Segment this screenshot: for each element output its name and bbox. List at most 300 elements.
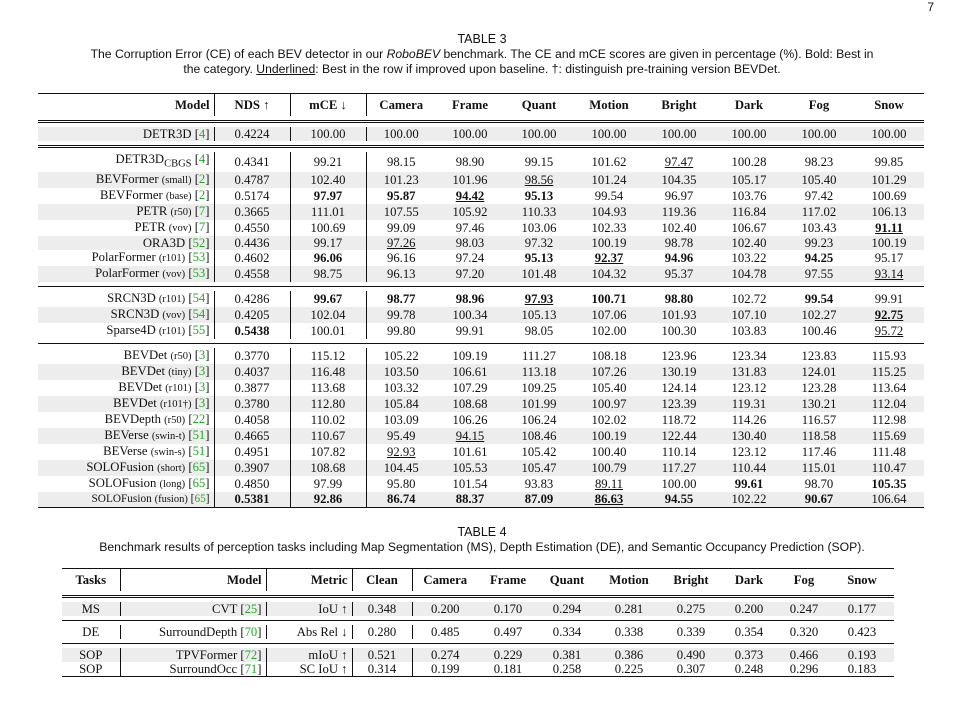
value-cell: 86.74 xyxy=(366,492,436,508)
table3-title: TABLE 3 xyxy=(457,32,507,46)
table-row xyxy=(38,476,924,492)
table4-header-motion: Motion xyxy=(609,573,649,587)
value-cell: 102.22 xyxy=(714,492,784,508)
value-cell: 0.334 xyxy=(552,625,582,639)
value-cell: 118.58 xyxy=(784,428,854,444)
table-row xyxy=(38,364,924,380)
table-row xyxy=(62,648,894,662)
value-cell: 107.06 xyxy=(574,307,644,323)
value-cell: 90.67 xyxy=(784,492,854,508)
value-cell: 106.13 xyxy=(854,204,924,220)
value-cell: 115.25 xyxy=(854,364,924,380)
table-row xyxy=(38,380,924,396)
underlined-value: 97.26 xyxy=(386,235,416,250)
value-cell: 100.19 xyxy=(574,236,644,250)
table3-caption-line2 xyxy=(0,62,964,77)
citation-ref: 72 xyxy=(244,648,258,662)
value-cell: 111.48 xyxy=(872,444,906,459)
value-cell: 99.80 xyxy=(386,323,416,338)
value-cell: 130.19 xyxy=(644,364,714,380)
table-row xyxy=(38,250,924,266)
value-cell: 106.61 xyxy=(436,364,504,380)
value-cell: 110.47 xyxy=(854,460,924,476)
value-cell: 0.296 xyxy=(789,662,819,676)
value-cell: 115.69 xyxy=(854,428,924,444)
model-variant: (swin-t) xyxy=(151,430,186,442)
value-cell: 130.40 xyxy=(714,428,784,444)
value-cell: 101.96 xyxy=(436,172,504,188)
table3-header-motion: Motion xyxy=(589,98,629,112)
nds-cell: 0.4665 xyxy=(214,428,290,444)
value-cell: 96.97 xyxy=(664,188,694,203)
value-cell: 98.90 xyxy=(455,154,485,169)
citation-ref: 53 xyxy=(192,265,206,280)
value-cell: 0.247 xyxy=(778,602,830,616)
model-name-cell: SOLOFusion (short) [65] xyxy=(38,460,214,476)
value-cell: 100.00 xyxy=(366,127,436,141)
value-cell: 100.01 xyxy=(290,323,366,339)
model-name: PETR xyxy=(134,219,166,234)
citation-ref: 3 xyxy=(198,347,206,362)
value-cell: 102.40 xyxy=(661,220,697,235)
value-cell: 0.183 xyxy=(847,662,877,676)
value-cell xyxy=(504,172,574,188)
value-cell: 102.00 xyxy=(591,323,627,338)
citation-ref: 3 xyxy=(198,395,206,410)
value-cell: 99.91 xyxy=(874,291,904,306)
nds-cell: 0.4951 xyxy=(214,444,290,460)
value-cell: 103.50 xyxy=(366,364,436,380)
value-cell: 110.67 xyxy=(290,428,366,444)
value-cell: 100.97 xyxy=(574,396,644,412)
underlined-value: 86.63 xyxy=(594,492,624,507)
value-cell: 0.181 xyxy=(493,662,523,676)
value-cell: 108.46 xyxy=(504,428,574,444)
value-cell: 94.96 xyxy=(664,250,694,265)
table4-caption-text: Benchmark results of perception tasks including Map Segmentation (MS), Depth Estimation (DE), and Semantic Occupancy Prediction (SOP). xyxy=(99,540,865,554)
value-cell: 130.21 xyxy=(784,396,854,412)
metric-cell: Abs Rel ↓ xyxy=(266,625,352,639)
value-cell: 116.57 xyxy=(801,412,837,427)
model-variant: (fusion) xyxy=(154,493,188,505)
value-cell: 102.27 xyxy=(784,307,854,323)
value-cell: 98.77 xyxy=(386,291,416,306)
value-cell: 0.170 xyxy=(478,602,538,616)
value-cell: 101.61 xyxy=(452,444,488,459)
value-cell: 105.40 xyxy=(784,172,854,188)
value-cell: 0.281 xyxy=(596,602,662,616)
value-cell: 87.09 xyxy=(504,492,574,508)
value-cell: 97.55 xyxy=(784,266,854,282)
value-cell xyxy=(854,307,924,323)
nds-cell: 0.4341 xyxy=(214,152,290,172)
underlined-value: 92.75 xyxy=(874,307,904,322)
value-cell: 98.78 xyxy=(644,236,714,250)
citation-ref: 71 xyxy=(244,662,258,676)
value-cell: 98.96 xyxy=(455,291,485,306)
value-cell: 96.13 xyxy=(366,266,436,282)
metric-cell: mIoU ↑ xyxy=(266,648,352,662)
value-cell: 110.44 xyxy=(714,460,784,476)
value-cell: 0.229 xyxy=(478,648,538,662)
table4-body xyxy=(62,591,894,677)
value-cell xyxy=(854,220,924,236)
value-cell: 95.13 xyxy=(524,188,554,203)
model-subscript: CBGS xyxy=(164,158,192,170)
value-cell: 100.69 xyxy=(290,220,366,236)
value-cell: 105.17 xyxy=(714,172,784,188)
value-cell: 105.53 xyxy=(436,460,504,476)
underlined-value: 95.72 xyxy=(874,323,904,338)
model-name: BEVDet xyxy=(121,363,166,378)
value-cell: 97.99 xyxy=(290,476,366,492)
value-cell: 100.30 xyxy=(661,323,697,338)
citation-ref: 51 xyxy=(192,443,206,458)
value-cell: 107.26 xyxy=(574,364,644,380)
nds-cell: 0.4602 xyxy=(214,250,290,266)
value-cell xyxy=(854,266,924,282)
model-name: BEVFormer xyxy=(99,187,163,202)
table4-header-fog: Fog xyxy=(793,573,815,587)
value-cell: 100.28 xyxy=(731,154,767,169)
value-cell: 105.47 xyxy=(504,460,574,476)
table3-caption-line1 xyxy=(0,47,964,62)
citation-ref: 7 xyxy=(198,219,206,234)
value-cell: 104.45 xyxy=(366,460,436,476)
nds-cell: 0.4550 xyxy=(214,220,290,236)
citation-ref: 4 xyxy=(198,127,206,141)
table3-caption-line1-pre: The Corruption Error (CE) of each BEV detector in our xyxy=(90,47,387,61)
value-cell: 101.99 xyxy=(504,396,574,412)
table-row xyxy=(62,602,894,616)
model-name: SOLOFusion xyxy=(91,492,152,505)
value-cell: 98.05 xyxy=(524,323,554,338)
value-cell: 104.35 xyxy=(644,172,714,188)
value-cell: 95.37 xyxy=(644,266,714,282)
page-number: 7 xyxy=(927,0,934,14)
value-cell: 0.280 xyxy=(352,625,412,639)
nds-cell: 0.5174 xyxy=(214,188,290,204)
value-cell: 100.34 xyxy=(436,307,504,323)
value-cell: 100.00 xyxy=(574,127,644,141)
table-row xyxy=(38,236,924,250)
value-cell: 110.02 xyxy=(290,412,366,428)
value-cell: 98.23 xyxy=(804,154,834,169)
table3-caption-line1-post: benchmark. The CE and mCE scores are given in percentage (%). Bold: Best in xyxy=(440,47,874,61)
citation-ref: 52 xyxy=(192,235,206,250)
value-cell: 0.490 xyxy=(662,648,720,662)
value-cell: 101.93 xyxy=(644,307,714,323)
model-name-cell: TPVFormer [72] xyxy=(120,648,266,662)
value-cell xyxy=(504,291,574,307)
value-cell: 98.70 xyxy=(804,476,834,491)
value-cell: 101.62 xyxy=(591,154,627,169)
nds-cell: 0.3907 xyxy=(214,460,290,476)
value-cell: 110.14 xyxy=(661,444,697,459)
underlined-value: 91.11 xyxy=(875,220,903,235)
nds-cell: 0.3877 xyxy=(214,380,290,396)
value-cell: 0.274 xyxy=(412,648,478,662)
table3-header-bright: Bright xyxy=(661,98,697,112)
value-cell: 100.69 xyxy=(871,188,907,203)
table-row-baseline xyxy=(38,127,924,141)
value-cell xyxy=(366,236,436,250)
model-name-cell: SOLOFusion (long) [65] xyxy=(38,476,214,492)
value-cell: 100.19 xyxy=(854,236,924,250)
value-cell: 99.85 xyxy=(874,154,904,169)
citation-ref: 70 xyxy=(244,625,258,639)
value-cell: 100.71 xyxy=(591,291,627,306)
model-name-cell: BEVDet (tiny) [3] xyxy=(38,364,214,380)
value-cell: 103.09 xyxy=(383,412,419,427)
table4-caption xyxy=(0,525,964,555)
value-cell: 115.01 xyxy=(784,460,854,476)
value-cell: 117.02 xyxy=(784,204,854,220)
value-cell: 97.32 xyxy=(504,236,574,250)
value-cell: 95.17 xyxy=(874,250,904,265)
value-cell: 104.78 xyxy=(714,266,784,282)
model-name: SOLOFusion xyxy=(88,475,157,490)
value-cell: 123.34 xyxy=(731,348,767,363)
nds-cell: 0.3780 xyxy=(214,396,290,412)
value-cell: 100.00 xyxy=(854,127,924,141)
value-cell: 113.64 xyxy=(871,380,907,395)
table-row xyxy=(38,172,924,188)
value-cell: 0.199 xyxy=(430,662,460,676)
table-row xyxy=(38,188,924,204)
model-name-cell: Sparse4D (r101) [55] xyxy=(38,323,214,339)
table3 xyxy=(38,93,924,508)
value-cell: 105.92 xyxy=(436,204,504,220)
model-name-cell: ORA3D [52] xyxy=(38,236,214,250)
table4 xyxy=(62,568,894,677)
value-cell xyxy=(644,152,714,172)
model-name: SurroundOcc xyxy=(169,662,238,676)
model-name-cell: BEVerse (swin-s) [51] xyxy=(38,444,214,460)
value-cell: 97.97 xyxy=(290,188,366,204)
table-row xyxy=(38,220,924,236)
model-name: ORA3D xyxy=(142,235,186,250)
value-cell: 0.485 xyxy=(430,625,460,639)
table-row xyxy=(38,428,924,444)
value-cell: 106.67 xyxy=(731,220,767,235)
metric-cell: IoU ↑ xyxy=(266,602,352,616)
model-name-cell: SurroundDepth [70] xyxy=(120,625,266,639)
task-cell: DE xyxy=(62,625,120,639)
value-cell: 114.26 xyxy=(731,412,767,427)
value-cell: 116.48 xyxy=(290,364,366,380)
citation-ref: 22 xyxy=(192,411,206,426)
value-cell: 105.42 xyxy=(521,444,557,459)
model-name: PETR xyxy=(136,203,168,218)
value-cell: 98.15 xyxy=(386,154,416,169)
value-cell: 0.339 xyxy=(676,625,706,639)
value-cell: 123.83 xyxy=(801,348,837,363)
model-name-cell: BEVFormer (base) [2] xyxy=(38,188,214,204)
table-row xyxy=(38,204,924,220)
underlined-value: 94.15 xyxy=(455,428,485,443)
table4-header-metric: Metric xyxy=(266,569,352,592)
table-row xyxy=(62,662,894,677)
model-name-cell: $DETR3D_{CBGS}$ [4] xyxy=(38,152,214,172)
table4-header-tasks: Tasks xyxy=(62,569,120,592)
metric-cell: SC IoU ↑ xyxy=(266,662,352,677)
table-row xyxy=(38,396,924,412)
value-cell: 0.248 xyxy=(734,662,764,676)
table3-caption-line2-underlined: Underlined xyxy=(256,62,316,76)
model-name: BEVDet xyxy=(118,379,163,394)
model-name: DETR3D xyxy=(142,127,192,141)
model-variant: (r101) xyxy=(158,252,186,264)
nds-cell: 0.4787 xyxy=(214,172,290,188)
value-cell: 88.37 xyxy=(436,492,504,508)
value-cell: 109.25 xyxy=(521,380,557,395)
table3-header-frame: Frame xyxy=(452,98,488,112)
value-cell: 99.15 xyxy=(524,154,554,169)
value-cell: 107.82 xyxy=(290,444,366,460)
value-cell: 99.78 xyxy=(366,307,436,323)
value-cell: 110.33 xyxy=(504,204,574,220)
citation-ref: 54 xyxy=(192,290,206,305)
table4-header-frame: Frame xyxy=(490,573,526,587)
table-row xyxy=(38,348,924,364)
value-cell: 100.79 xyxy=(574,460,644,476)
value-cell: 100.00 xyxy=(290,127,366,141)
table-row xyxy=(38,412,924,428)
model-name-cell: PETR (r50) [7] xyxy=(38,204,214,220)
model-name: CVT xyxy=(212,602,238,616)
nds-cell: 0.4205 xyxy=(214,307,290,323)
table3-caption-line2-pre: the category. xyxy=(183,62,257,76)
model-name: DETR3D xyxy=(115,152,165,166)
model-name-cell: SOLOFusion (fusion) [65] xyxy=(38,492,214,508)
value-cell: 116.84 xyxy=(714,204,784,220)
table4-header xyxy=(62,569,894,592)
model-name: BEVDet xyxy=(123,347,168,362)
value-cell: 106.26 xyxy=(452,412,488,427)
table4-title: TABLE 4 xyxy=(457,525,507,539)
value-cell: 0.200 xyxy=(720,602,778,616)
value-cell: 95.49 xyxy=(366,428,436,444)
value-cell: 95.80 xyxy=(386,476,416,491)
model-name-cell: BEVDet (r101) [3] xyxy=(38,380,214,396)
value-cell xyxy=(574,492,644,508)
citation-ref: 7 xyxy=(198,203,206,218)
value-cell: 103.76 xyxy=(731,188,767,203)
value-cell: 123.96 xyxy=(661,348,697,363)
value-cell: 0.354 xyxy=(734,625,764,639)
value-cell: 107.29 xyxy=(452,380,488,395)
value-cell: 94.25 xyxy=(804,250,834,265)
value-cell: 0.258 xyxy=(552,662,582,676)
value-cell: 122.44 xyxy=(644,428,714,444)
table4-header-model: Model xyxy=(120,569,266,592)
value-cell: 0.373 xyxy=(720,648,778,662)
nds-cell: 0.3770 xyxy=(214,348,290,364)
table3-header-fog: Fog xyxy=(808,98,830,112)
model-variant: (swin-s) xyxy=(150,446,186,458)
nds-cell: 0.4558 xyxy=(214,266,290,282)
value-cell: 0.177 xyxy=(830,602,894,616)
task-cell: SOP xyxy=(62,662,120,677)
table3-caption xyxy=(0,32,964,77)
value-cell: 102.04 xyxy=(290,307,366,323)
value-cell: 0.466 xyxy=(778,648,830,662)
model-variant: (r50) xyxy=(170,206,192,218)
model-name: SRCN3D xyxy=(107,290,156,305)
value-cell: 0.314 xyxy=(352,662,412,677)
value-cell: 123.28 xyxy=(801,380,837,395)
value-cell: 99.91 xyxy=(455,323,485,338)
nds-cell: 0.4037 xyxy=(214,364,290,380)
underlined-value: 93.14 xyxy=(874,266,904,281)
value-cell: 95.87 xyxy=(386,188,416,203)
value-cell: 105.35 xyxy=(871,476,907,491)
value-cell: 113.18 xyxy=(504,364,574,380)
nds-cell: 0.4058 xyxy=(214,412,290,428)
value-cell: 93.83 xyxy=(524,476,554,491)
value-cell: 100.00 xyxy=(784,127,854,141)
value-cell: 103.32 xyxy=(383,380,419,395)
nds-cell: 0.4224 xyxy=(214,127,290,141)
value-cell: 101.29 xyxy=(854,172,924,188)
value-cell: 101.23 xyxy=(366,172,436,188)
model-name: PolarFormer xyxy=(91,249,156,264)
value-cell: 102.02 xyxy=(591,412,627,427)
value-cell: 0.386 xyxy=(596,648,662,662)
underlined-value: 97.47 xyxy=(664,154,694,169)
table3-header-model: Model xyxy=(38,94,214,117)
citation-ref: 65 xyxy=(194,492,206,505)
underlined-value: 89.11 xyxy=(594,476,624,491)
table3-header-camera: Camera xyxy=(379,98,424,112)
table4-header-camera: Camera xyxy=(423,573,468,587)
value-cell: 97.24 xyxy=(455,250,485,265)
model-name: BEVerse xyxy=(103,443,148,458)
table3-body xyxy=(38,116,924,507)
value-cell: 99.23 xyxy=(784,236,854,250)
value-cell: 104.32 xyxy=(574,266,644,282)
table3-header-nds: NDS ↑ xyxy=(214,94,290,117)
value-cell: 115.12 xyxy=(290,348,366,364)
value-cell: 131.83 xyxy=(714,364,784,380)
nds-cell: 0.4436 xyxy=(214,236,290,250)
value-cell: 107.10 xyxy=(714,307,784,323)
model-variant: (vov) xyxy=(168,222,192,234)
value-cell: 115.93 xyxy=(871,348,907,363)
model-name: PolarFormer xyxy=(95,265,160,280)
value-cell: 112.80 xyxy=(290,396,366,412)
citation-ref: 65 xyxy=(192,475,206,490)
underlined-value: 92.93 xyxy=(386,444,416,459)
value-cell: 96.16 xyxy=(386,250,416,265)
model-name-cell: PETR (vov) [7] xyxy=(38,220,214,236)
citation-ref: 3 xyxy=(198,379,206,394)
model-variant: (vov) xyxy=(162,309,186,321)
value-cell: 107.55 xyxy=(366,204,436,220)
model-name-cell: PolarFormer (r101) [53] xyxy=(38,250,214,266)
model-name: BEVDet xyxy=(113,395,157,410)
value-cell: 112.98 xyxy=(871,412,907,427)
model-name: Sparse4D xyxy=(106,322,156,337)
value-cell: 0.348 xyxy=(352,602,412,616)
value-cell: 97.20 xyxy=(436,266,504,282)
value-cell: 104.93 xyxy=(574,204,644,220)
value-cell: 117.46 xyxy=(801,444,837,459)
value-cell: 0.423 xyxy=(847,625,877,639)
underlined-value: 98.56 xyxy=(524,172,554,187)
value-cell: 0.320 xyxy=(789,625,819,639)
